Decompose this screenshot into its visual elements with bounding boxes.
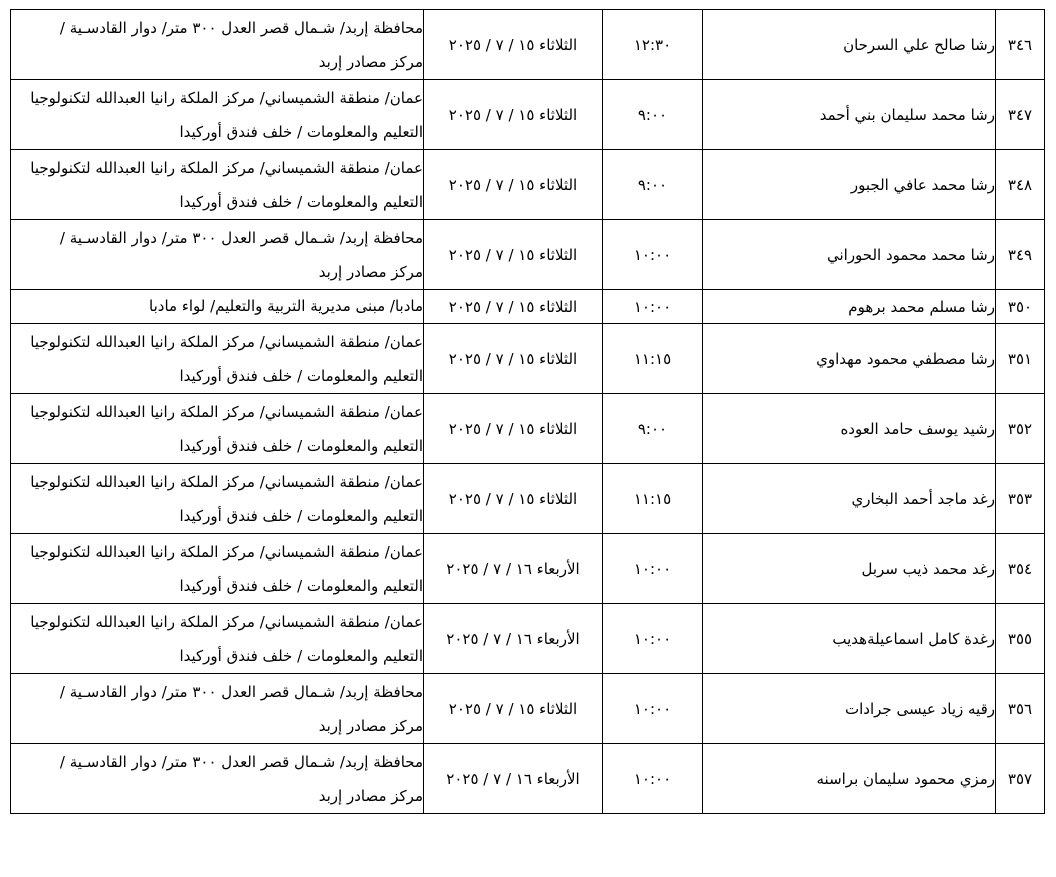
row-number: ٣٤٧ [996, 80, 1045, 150]
location-line-1: محافظة إربد/ شـمال قصر العدل ٣٠٠ متر/ دوار القادسـية / [59, 228, 423, 247]
location-line-2: التعليم والمعلومات / خلف فندق أوركيدا [179, 122, 423, 141]
exam-time: ٩:٠٠ [603, 150, 703, 220]
location-line-2: التعليم والمعلومات / خلف فندق أوركيدا [179, 576, 423, 595]
row-number: ٣٤٩ [996, 220, 1045, 290]
exam-time: ٩:٠٠ [603, 80, 703, 150]
exam-time: ١٠:٠٠ [603, 534, 703, 604]
candidate-name: رغد ماجد أحمد البخاري [703, 464, 996, 534]
exam-time: ١١:١٥ [603, 464, 703, 534]
exam-time: ١٠:٠٠ [603, 744, 703, 814]
location-line-1: عمان/ منطقة الشميساني/ مركز الملكة رانيا العبدالله لتكنولوجيا [30, 542, 423, 561]
candidate-name: رشا صالح علي السرحان [703, 10, 996, 80]
exam-time: ١٠:٠٠ [603, 674, 703, 744]
candidate-name: رمزي محمود سليمان براسنه [703, 744, 996, 814]
exam-location [11, 744, 424, 814]
location-line-1: عمان/ منطقة الشميساني/ مركز الملكة رانيا العبدالله لتكنولوجيا [30, 472, 423, 491]
exam-location [11, 604, 424, 674]
location-line-2: مركز مصادر إربد [318, 262, 423, 281]
exam-date: الثلاثاء ١٥ / ٧ / ٢٠٢٥ [424, 290, 603, 324]
exam-location [11, 394, 424, 464]
row-number: ٣٥٢ [996, 394, 1045, 464]
location-line-1: عمان/ منطقة الشميساني/ مركز الملكة رانيا العبدالله لتكنولوجيا [30, 332, 423, 351]
table-row [11, 534, 1045, 604]
exam-location [11, 10, 424, 80]
table-row [11, 220, 1045, 290]
schedule-body [11, 10, 1045, 814]
location-line-1: محافظة إربد/ شـمال قصر العدل ٣٠٠ متر/ دوار القادسـية / [59, 752, 423, 771]
candidate-name: رشا مصطفي محمود مهداوي [703, 324, 996, 394]
schedule-table [10, 9, 1045, 814]
row-number: ٣٥٠ [996, 290, 1045, 324]
exam-date: الثلاثاء ١٥ / ٧ / ٢٠٢٥ [424, 394, 603, 464]
location-line-1: عمان/ منطقة الشميساني/ مركز الملكة رانيا العبدالله لتكنولوجيا [30, 158, 423, 177]
table-row [11, 674, 1045, 744]
location-line-1: عمان/ منطقة الشميساني/ مركز الملكة رانيا العبدالله لتكنولوجيا [30, 612, 423, 631]
table-row [11, 80, 1045, 150]
exam-time: ٩:٠٠ [603, 394, 703, 464]
location-line-2: التعليم والمعلومات / خلف فندق أوركيدا [179, 192, 423, 211]
row-number: ٣٥٧ [996, 744, 1045, 814]
candidate-name: رقيه زياد عيسى جرادات [703, 674, 996, 744]
location-line-2: التعليم والمعلومات / خلف فندق أوركيدا [179, 436, 423, 455]
table-row [11, 604, 1045, 674]
exam-location [11, 464, 424, 534]
location-line-2: مركز مصادر إربد [318, 716, 423, 735]
table-row [11, 290, 1045, 324]
exam-location [11, 150, 424, 220]
location-line-2: التعليم والمعلومات / خلف فندق أوركيدا [179, 646, 423, 665]
row-number: ٣٤٦ [996, 10, 1045, 80]
exam-location [11, 220, 424, 290]
location-line-1: محافظة إربد/ شـمال قصر العدل ٣٠٠ متر/ دوار القادسـية / [59, 682, 423, 701]
exam-time: ١١:١٥ [603, 324, 703, 394]
exam-date: الثلاثاء ١٥ / ٧ / ٢٠٢٥ [424, 674, 603, 744]
exam-date: الأربعاء ١٦ / ٧ / ٢٠٢٥ [424, 534, 603, 604]
exam-date: الثلاثاء ١٥ / ٧ / ٢٠٢٥ [424, 150, 603, 220]
location-line-2: مركز مصادر إربد [318, 52, 423, 71]
table-row [11, 324, 1045, 394]
exam-location [11, 324, 424, 394]
location-line-2: التعليم والمعلومات / خلف فندق أوركيدا [179, 506, 423, 525]
location-line-1: عمان/ منطقة الشميساني/ مركز الملكة رانيا العبدالله لتكنولوجيا [30, 402, 423, 421]
row-number: ٣٥١ [996, 324, 1045, 394]
exam-time: ١٠:٠٠ [603, 220, 703, 290]
exam-date: الثلاثاء ١٥ / ٧ / ٢٠٢٥ [424, 80, 603, 150]
exam-time: ١٠:٠٠ [603, 604, 703, 674]
table-row [11, 394, 1045, 464]
candidate-name: رشا محمد محمود الحوراني [703, 220, 996, 290]
location-line-1: عمان/ منطقة الشميساني/ مركز الملكة رانيا العبدالله لتكنولوجيا [30, 88, 423, 107]
location-line-1: مادبا/ مبنى مديرية التربية والتعليم/ لواء مادبا [149, 297, 423, 315]
exam-time: ١٢:٣٠ [603, 10, 703, 80]
candidate-name: رشا محمد سليمان بني أحمد [703, 80, 996, 150]
row-number: ٣٥٥ [996, 604, 1045, 674]
exam-location [11, 290, 424, 324]
candidate-name: رشيد يوسف حامد العوده [703, 394, 996, 464]
row-number: ٣٥٦ [996, 674, 1045, 744]
location-line-2: التعليم والمعلومات / خلف فندق أوركيدا [179, 366, 423, 385]
exam-location [11, 534, 424, 604]
exam-location [11, 674, 424, 744]
table-row [11, 744, 1045, 814]
table-row [11, 464, 1045, 534]
exam-location [11, 80, 424, 150]
exam-date: الثلاثاء ١٥ / ٧ / ٢٠٢٥ [424, 220, 603, 290]
exam-date: الثلاثاء ١٥ / ٧ / ٢٠٢٥ [424, 10, 603, 80]
candidate-name: رغدة كامل اسماعيلةهديب [703, 604, 996, 674]
table-row [11, 10, 1045, 80]
candidate-name: رشا محمد عافي الجبور [703, 150, 996, 220]
candidate-name: رغد محمد ذيب سربل [703, 534, 996, 604]
candidate-name: رشا مسلم محمد برهوم [703, 290, 996, 324]
location-line-1: محافظة إربد/ شـمال قصر العدل ٣٠٠ متر/ دوار القادسـية / [59, 18, 423, 37]
location-line-2: مركز مصادر إربد [318, 786, 423, 805]
exam-date: الثلاثاء ١٥ / ٧ / ٢٠٢٥ [424, 464, 603, 534]
exam-date: الأربعاء ١٦ / ٧ / ٢٠٢٥ [424, 604, 603, 674]
row-number: ٣٥٤ [996, 534, 1045, 604]
exam-date: الثلاثاء ١٥ / ٧ / ٢٠٢٥ [424, 324, 603, 394]
row-number: ٣٥٣ [996, 464, 1045, 534]
row-number: ٣٤٨ [996, 150, 1045, 220]
exam-date: الأربعاء ١٦ / ٧ / ٢٠٢٥ [424, 744, 603, 814]
exam-time: ١٠:٠٠ [603, 290, 703, 324]
table-row [11, 150, 1045, 220]
